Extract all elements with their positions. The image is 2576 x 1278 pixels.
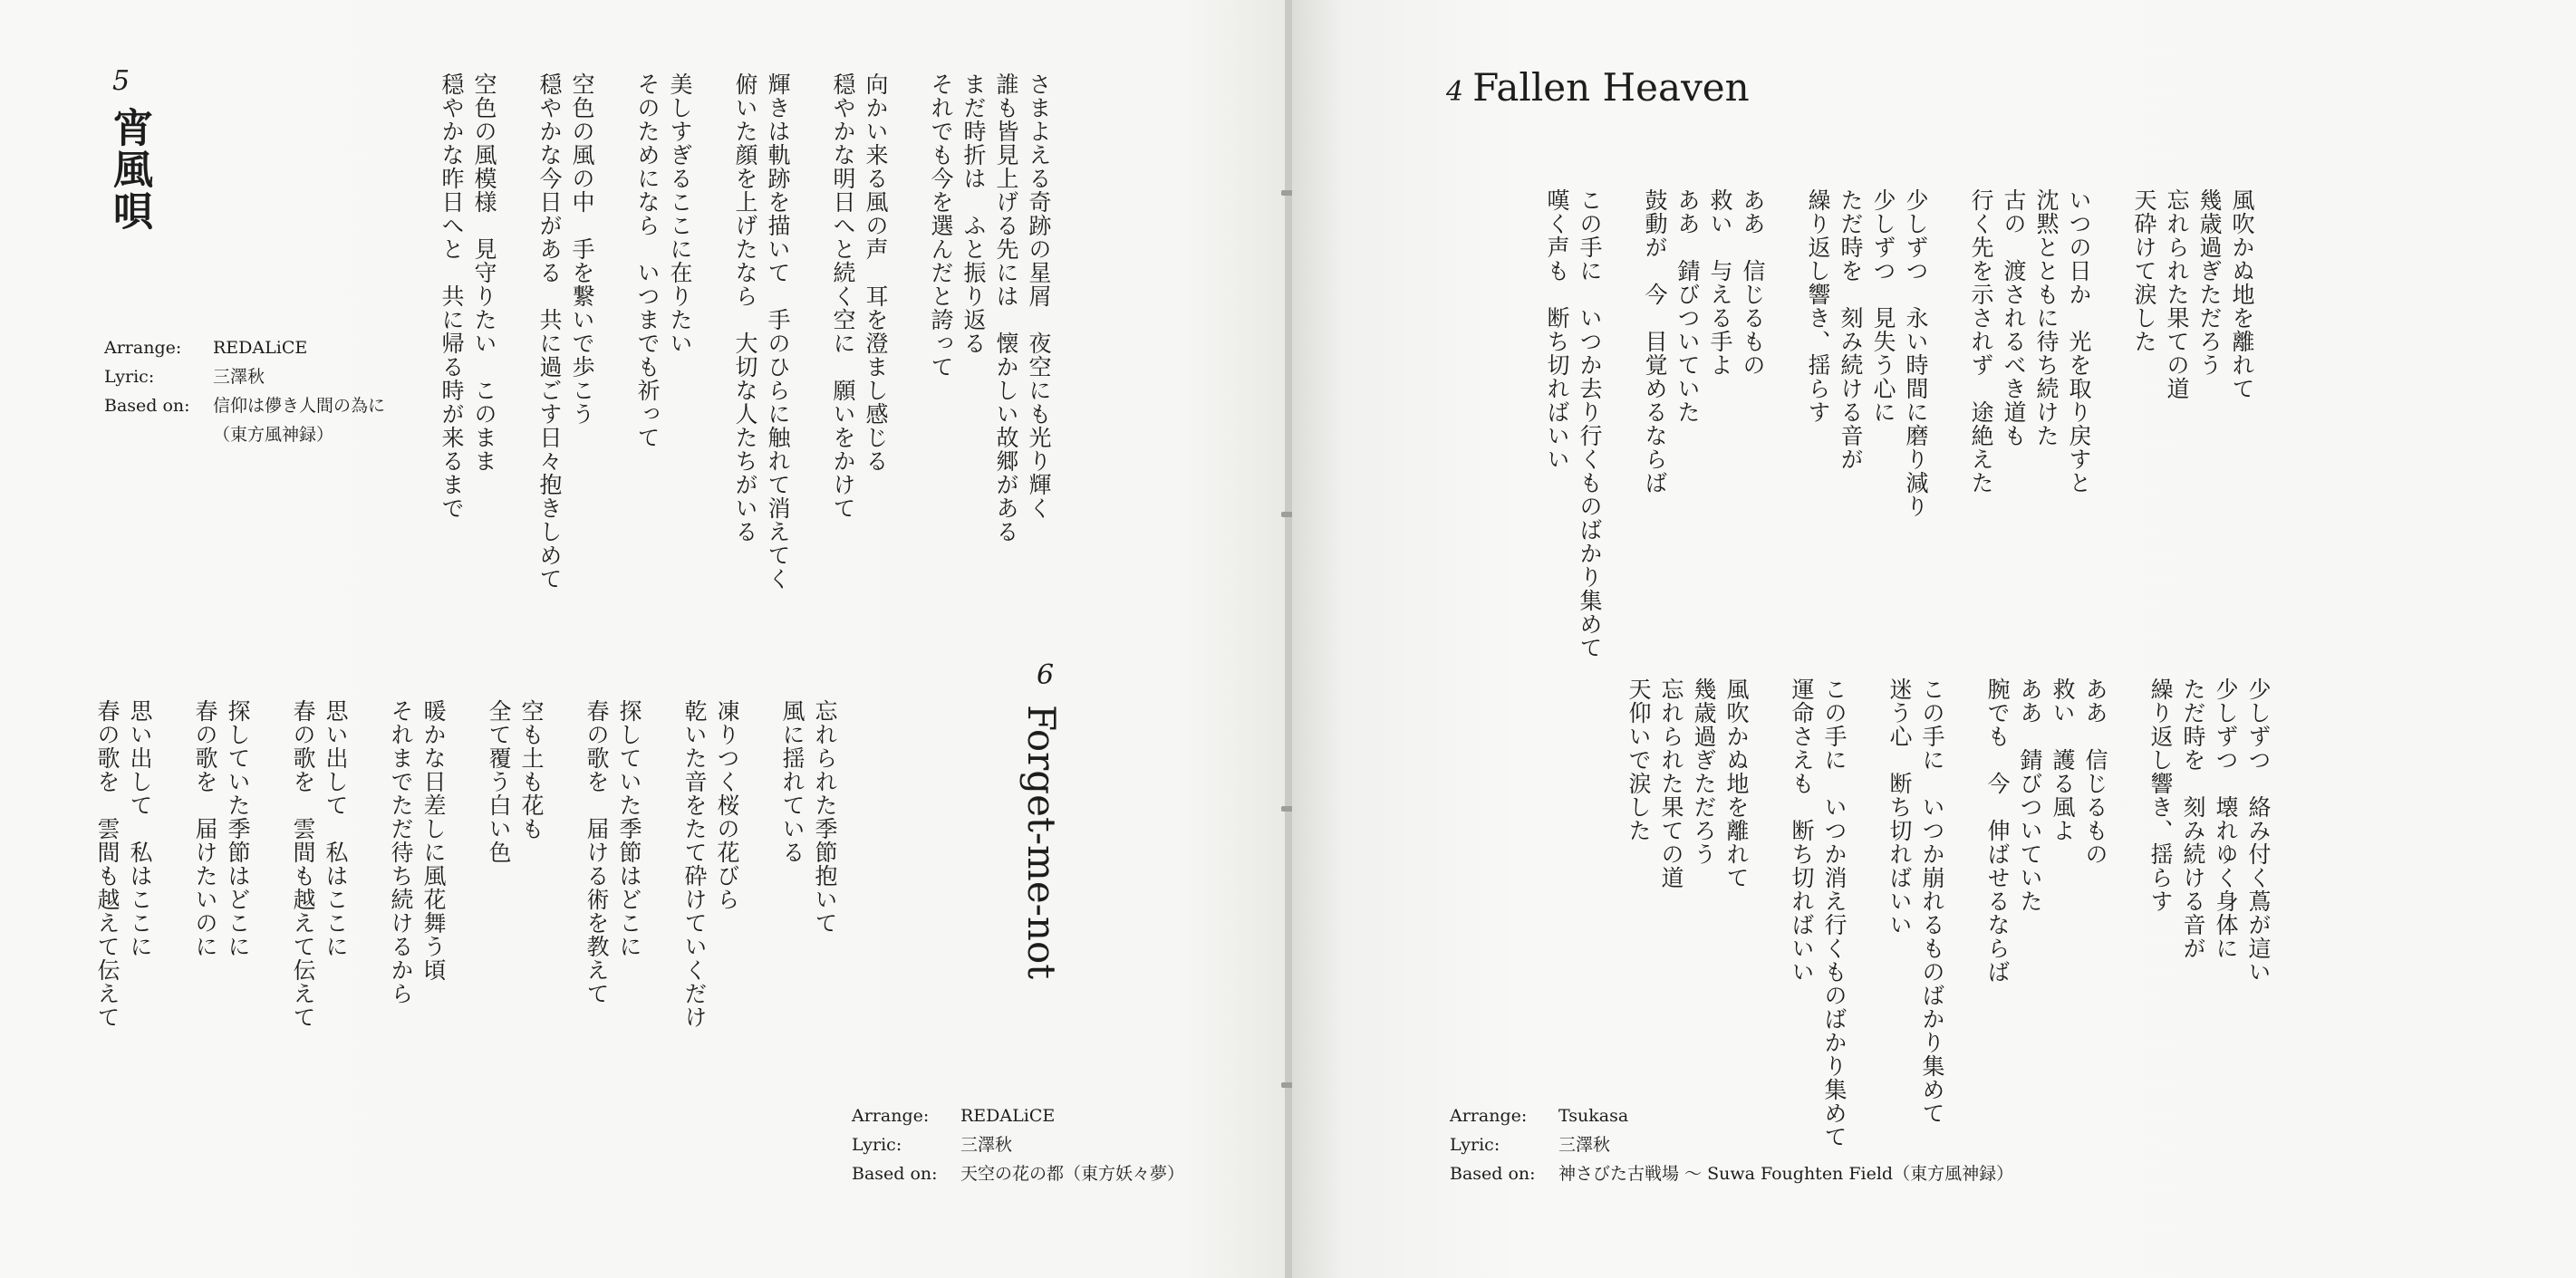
song-credits (852, 1101, 1184, 1188)
arrange-label: Arrange: (104, 338, 182, 358)
based-on-source: （東方風神録） (213, 425, 334, 445)
based-on-value: 天空の花の都（東方妖々夢） (960, 1164, 1185, 1184)
lyric-value: 三澤秋 (1558, 1135, 1611, 1155)
song-heading (1446, 65, 1750, 110)
lyric-value: 三澤秋 (960, 1135, 1013, 1155)
based-on-value: 信仰は儚き人間の為に (213, 396, 386, 416)
track-number: 4 (1446, 76, 1464, 108)
song-title: 宵風唄 (106, 107, 152, 232)
song-title: Fallen Heaven (1472, 65, 1750, 110)
lyric-value: 三澤秋 (213, 367, 265, 387)
song-credits (104, 333, 385, 449)
song-credits (1450, 1101, 2013, 1188)
arrange-value: Tsukasa (1558, 1106, 1629, 1126)
arrange-value: REDALiCE (213, 338, 308, 358)
based-on-label: Based on: (1450, 1164, 1536, 1184)
track-number: 6 (1037, 659, 1055, 691)
arrange-label: Arrange: (852, 1106, 930, 1126)
based-on-label: Based on: (104, 396, 190, 416)
arrange-value: REDALiCE (960, 1106, 1056, 1126)
song-title: Forget-me-not (1019, 705, 1064, 980)
lyric-label: Lyric: (104, 367, 155, 387)
based-on-value: 神さびた古戦場 〜 Suwa Foughten Field（東方風神録） (1558, 1164, 2014, 1184)
track-number: 5 (112, 65, 130, 97)
arrange-label: Arrange: (1450, 1106, 1528, 1126)
song-lyrics-top: 風吹かぬ地を離れて 幾歳過ぎただろう 忘れられた果ての道 天砕けて涙した いつの日か 光を取り戻すと 沈黙とともに待ち続けた 古の 渡されるべき道も 行く先を示されず 途絶えた 少しずつ 永い時間に磨り減り 少しずつ 見失う心に ただ時を 刻み続ける音が 繰り返し響き、揺らす ああ 信じるもの 救い 与える手よ ああ 錆びついていた 鼓動が 今 目覚めるならば この手に いつか去り行くものばかり集めて 嘆く声も 断ち切ればいい (1544, 188, 2255, 659)
song-lyrics-bottom: 少しずつ 絡み付く蔦が這い 少しずつ 壊れゆく身体に ただ時を 刻み続ける音が 繰り返し響き、揺らす ああ 信じるもの 救い 護る風よ ああ 錆びついていた 腕でも 今 伸ばせるならば この手に いつか崩れるものばかり集めて 迷う心 断ち切ればいい この手に いつか消え行くものばかり集めて 運命さえも 断ち切ればいい 風吹かぬ地を離れて 幾歳過ぎただろう 忘れられた果ての道 天仰いで涙した (1626, 677, 2272, 1148)
song-lyrics: さまよえる奇跡の星屑 夜空にも光り輝く 誰も皆見上げる先には 懐かしい故郷がある まだ時折は ふと振り返る それでも今を選んだと誇って 向かい来る風の声 耳を澄まし感じる 穏やかな明日へと続く空に 願いをかけて 輝きは軌跡を描いて 手のひらに触れて消えてく 俯いた顔を上げたなら 大切な人たちがいる 美しすぎるここに在りたい そのためになら いつまでも祈って 空色の風の中 手を繋いで歩こう 穏やかな今日がある 共に過ごす日々抱きしめて 空色の風模様 見守りたい このまま 穏やかな昨日へと 共に帰る時が来るまで (439, 72, 1052, 591)
based-on-label: Based on: (852, 1164, 938, 1184)
song-lyrics: 忘れられた季節抱いて 風に揺れている 凍りつく桜の花びら 乾いた音をたて砕けていくだけ 探していた季節はどこに 春の歌を 届ける術を教えて 空も土も花も 全て覆う白い色 暖かな日差しに風花舞う頃 それまでただ待ち続けるから 思い出して 私はここに 春の歌を 雲間も越えて伝えて 探していた季節はどこに 春の歌を 届けたいのに 思い出して 私はここに 春の歌を 雲間も越えて伝えて (94, 699, 838, 1029)
lyric-label: Lyric: (852, 1135, 902, 1155)
lyric-label: Lyric: (1450, 1135, 1500, 1155)
